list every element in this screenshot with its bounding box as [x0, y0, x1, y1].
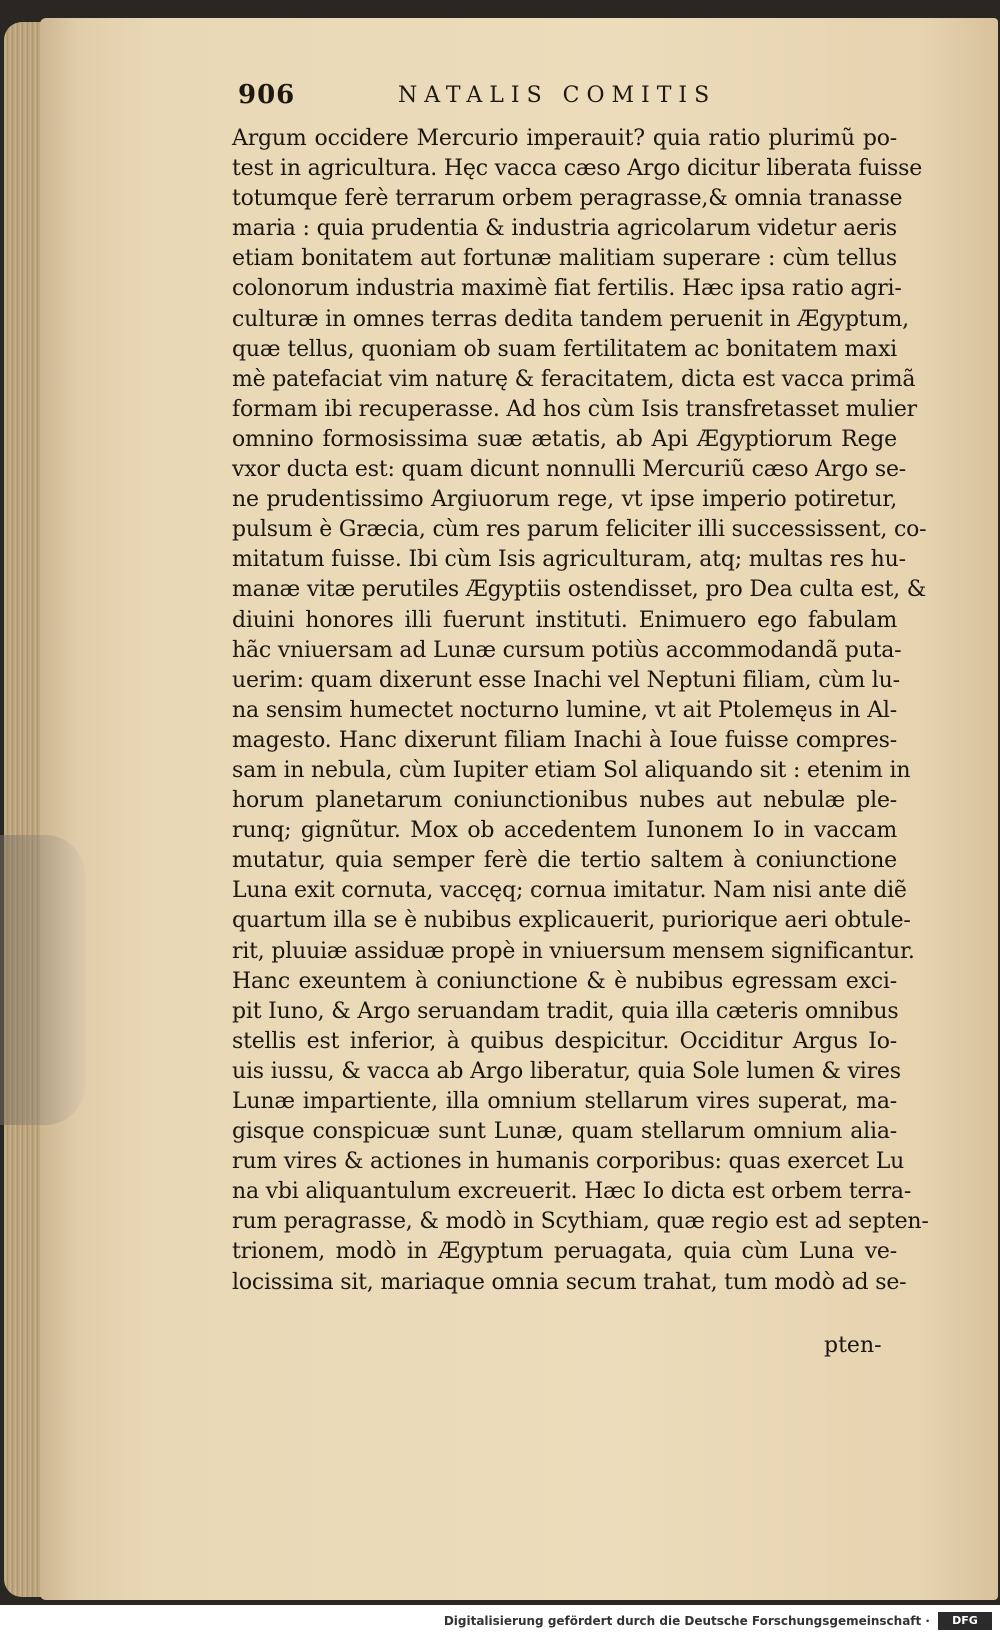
text-line: uis iussu, & vacca ab Argo liberatur, quia Sole lumen & vires: [232, 1058, 901, 1084]
text-line: Lunæ impartiente, illa omnium stellarum vires superat, ma-: [232, 1089, 897, 1114]
text-line: ne prudentissimo Argiuorum rege, vt ipse imperio potiretur,: [232, 487, 897, 513]
text-line: rum peragrasse, & modò in Scythiam, quæ regio est ad septen-: [232, 1209, 929, 1235]
text-line: quartum illa se è nubibus explicauerit, puriorique aeri obtule-: [232, 908, 911, 934]
text-line: culturæ in omnes terras dedita tandem peruenit in Ægyptum,: [232, 306, 909, 332]
text-line: manæ vitæ perutiles Ægyptiis ostendisset, pro Dea culta est, &: [232, 577, 927, 603]
text-line: pit Iuno, & Argo seruandam tradit, quia illa cæteris omnibus: [232, 998, 899, 1024]
body-text: [232, 124, 929, 1298]
text-line: mitatum fuisse. Ibi cùm Isis agriculturam, atq; multas res hu-: [232, 547, 906, 573]
footer-bar: [0, 1605, 1000, 1639]
text-line: locissima sit, mariaque omnia secum trahat, tum modò ad se-: [232, 1269, 907, 1295]
clip-shadow: [0, 835, 85, 1125]
text-line: sam in nebula, cùm Iupiter etiam Sol aliquando sit : etenim in: [232, 757, 911, 783]
text-line: rum vires & actiones in humanis corporibus: quas exercet Lu: [232, 1149, 905, 1175]
text-line: omnino formosissima suæ ætatis, ab Api Ægyptiorum Rege: [232, 426, 897, 452]
text-line: totumque ferè terrarum orbem peragrasse,& omnia tranasse: [232, 186, 903, 212]
text-line: maria : quia prudentia & industria agricolarum videtur aeris: [232, 216, 897, 242]
text-line: rit, pluuiæ assiduæ propè in vniuersum mensem significantur.: [232, 938, 915, 964]
text-line: quæ tellus, quoniam ob suam fertilitatem ac bonitatem maxi: [232, 336, 897, 362]
text-line: stellis est inferior, à quibus despicitur. Occiditur Argus Io-: [232, 1028, 897, 1054]
text-line: horum planetarum coniunctionibus nubes aut nebulæ ple-: [232, 788, 897, 814]
page-header: [238, 80, 798, 120]
text-line: test in agricultura. Hęc vacca cæso Argo dicitur liberata fuisse: [232, 156, 923, 182]
text-line: na vbi aliquantulum excreuerit. Hæc Io dicta est orbem terra-: [232, 1179, 912, 1205]
catchword: pten-: [824, 1333, 882, 1358]
text-line: Hanc exeuntem à coniunctione & è nubibus egressam exci-: [232, 968, 897, 994]
text-line: etiam bonitatem aut fortunæ malitiam superare : cùm tellus: [232, 246, 897, 272]
running-title: NATALIS COMITIS: [398, 83, 717, 108]
text-line: runq; gignũtur. Mox ob accedentem Iunonem Io in vaccam: [232, 818, 897, 844]
page-number: 906: [238, 80, 296, 110]
text-line: mè patefaciat vim naturę & feracitatem, dicta est vacca primã: [232, 366, 916, 392]
text-line: pulsum è Græcia, cùm res parum feliciter illi successissent, co-: [232, 517, 927, 543]
text-line: magesto. Hanc dixerunt filiam Inachi à Ioue fuisse compres-: [232, 727, 897, 753]
text-line: colonorum industria maximè fiat fertilis. Hæc ipsa ratio agri-: [232, 276, 902, 302]
text-line: trionem, modò in Ægyptum peruagata, quia cùm Luna ve-: [232, 1239, 897, 1265]
text-line: diuini honores illi fuerunt instituti. Enimuero ego fabulam: [232, 607, 897, 633]
text-line: formam ibi recuperasse. Ad hos cùm Isis transfretasset mulier: [232, 396, 917, 422]
text-line: Luna exit cornuta, vaccęq; cornua imitatur. Nam nisi ante diẽ: [232, 878, 907, 904]
text-line: hãc vniuersam ad Lunæ cursum potiùs accommodandã puta-: [232, 637, 902, 663]
text-line: mutatur, quia semper ferè die tertio saltem à coniunctione: [232, 848, 897, 874]
text-line: na sensim humectet nocturno lumine, vt ait Ptolemęus in Al-: [232, 697, 897, 723]
text-line: vxor ducta est: quam dicunt nonnulli Mercuriũ cæso Argo se-: [232, 457, 906, 483]
funding-credit: Digitalisierung gefördert durch die Deutsche Forschungsgemeinschaft ·: [443, 1614, 930, 1628]
text-line: Argum occidere Mercurio imperauit? quia ratio plurimũ po-: [232, 126, 897, 151]
dfg-logo: DFG: [938, 1612, 992, 1630]
text-line: uerim: quam dixerunt esse Inachi vel Neptuni filiam, cùm lu-: [232, 667, 900, 693]
text-line: gisque conspicuæ sunt Lunæ, quam stellarum omnium alia-: [232, 1119, 897, 1145]
